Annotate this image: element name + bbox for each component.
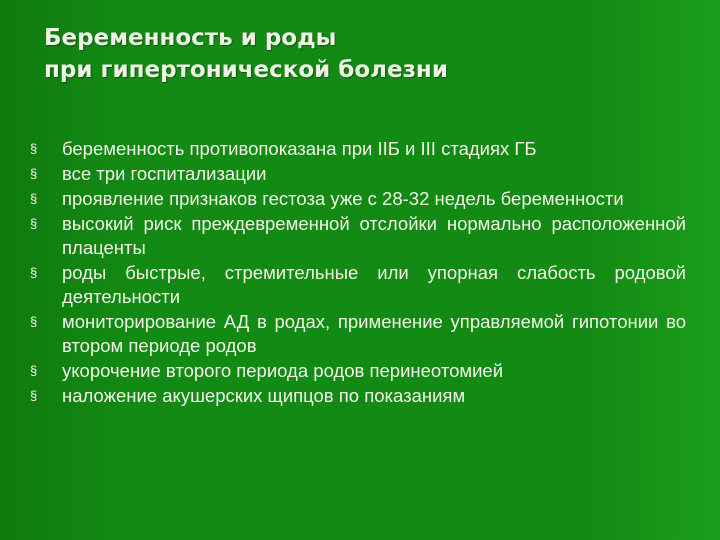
section-bullet-icon: §: [30, 388, 38, 403]
section-bullet-icon: §: [30, 314, 38, 329]
section-bullet-icon: §: [30, 166, 38, 181]
slide-title-line-2: при гипертонической болезни: [44, 57, 448, 83]
list-item: [30, 162, 686, 186]
list-item-text: наложение акушерских щипцов по показаниям: [62, 385, 466, 406]
list-item: [30, 187, 686, 211]
list-item: [30, 137, 686, 161]
list-item: [30, 212, 686, 260]
section-bullet-icon: §: [30, 141, 38, 156]
list-item-text: мониторирование АД в родах, применение управляемой гипотонии во втором периоде родов: [62, 311, 686, 356]
section-bullet-icon: §: [30, 191, 38, 206]
list-item-text: проявление признаков гестоза уже с 28-32 недель беременности: [62, 188, 624, 209]
slide-title: [44, 22, 684, 86]
section-bullet-icon: §: [30, 265, 38, 280]
list-item: [30, 310, 686, 358]
list-item: [30, 261, 686, 309]
list-item-text: высокий риск преждевременной отслойки нормально расположенной плаценты: [62, 213, 686, 258]
list-item: [30, 384, 686, 408]
list-item: [30, 359, 686, 383]
bullet-list: [30, 137, 686, 409]
section-bullet-icon: §: [30, 363, 38, 378]
slide-title-line-1: Беременность и роды: [44, 25, 337, 51]
section-bullet-icon: §: [30, 216, 38, 231]
list-item-text: беременность противопоказана при IIБ и III стадиях ГБ: [62, 138, 537, 159]
list-item-text: роды быстрые, стремительные или упорная слабость родовой деятельности: [62, 262, 686, 307]
list-item-text: укорочение второго периода родов перинеотомией: [62, 360, 504, 381]
list-item-text: все три госпитализации: [62, 163, 267, 184]
